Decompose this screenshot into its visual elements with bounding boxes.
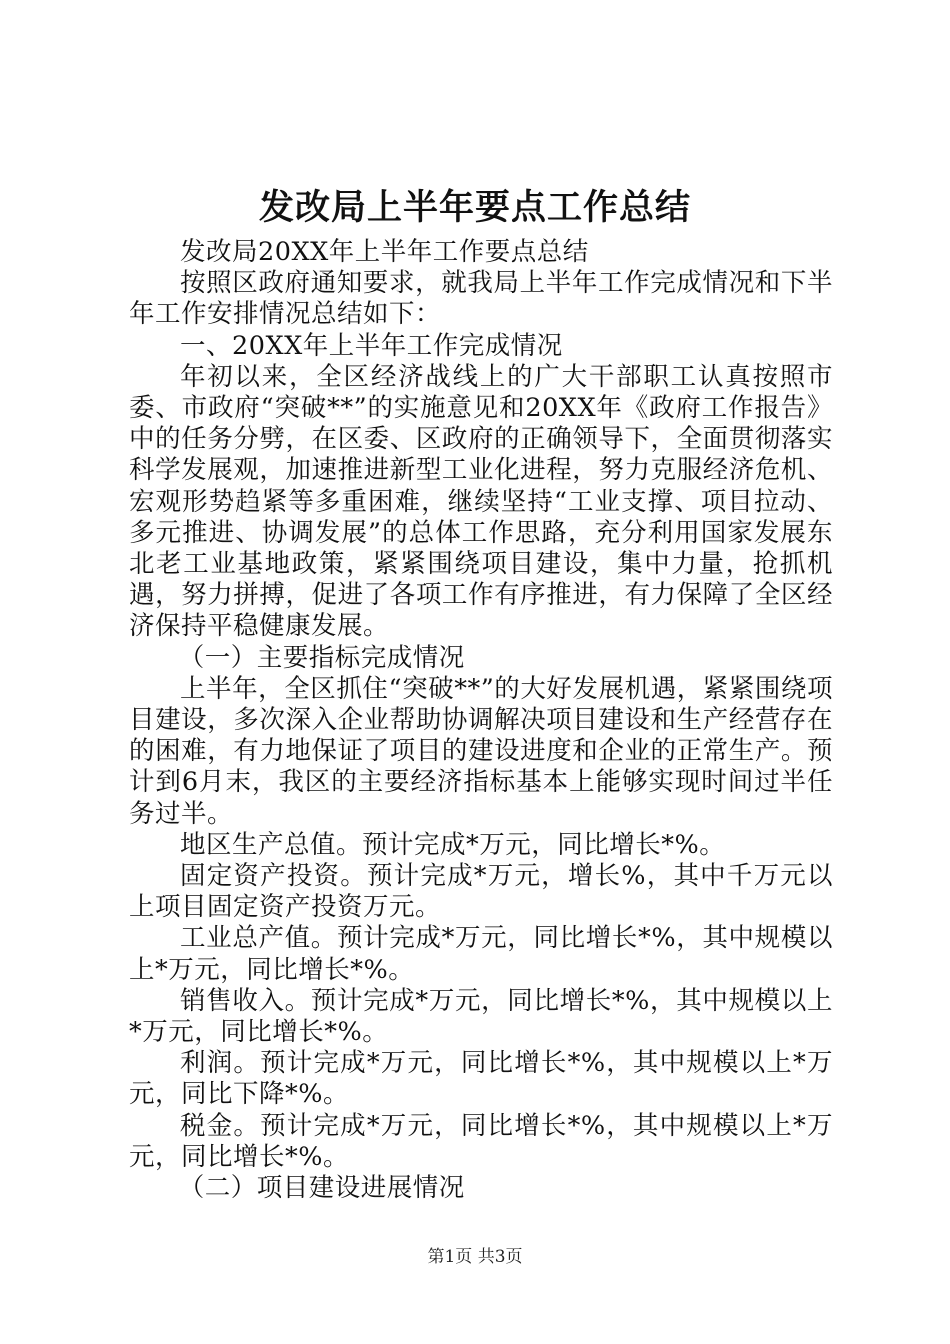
paragraph-subtitle: 发改局20XX年上半年工作要点总结: [180, 237, 589, 267]
paragraph-indicators: 上半年，全区抓住“突破**”的大好发展机遇，紧紧围绕项目建设，多次深入企业帮助协调解决项目建设和生产经营存在的困难，有力地保证了项目的建设进度和企业的正常生产。预计到6月末，我区的主要经济指标基本上能够实现时间过半任务过半。: [129, 673, 833, 829]
paragraph-intro: 按照区政府通知要求，就我局上半年工作完成情况和下半年工作安排情况总结如下：: [129, 268, 833, 330]
paragraph-fixed-investment: 固定资产投资。预计完成*万元，增长%，其中千万元以上项目固定资产投资万元。: [129, 861, 833, 923]
paragraph-sales-revenue: 销售收入。预计完成*万元，同比增长*%，其中规模以上*万元，同比增长*%。: [129, 985, 833, 1048]
section-heading-1: 一、20XX年上半年工作完成情况: [180, 330, 563, 361]
document-body: [129, 237, 833, 1204]
paragraph-overview: 年初以来，全区经济战线上的广大干部职工认真按照市委、市政府“突破**”的实施意见和20XX年《政府工作报告》中的任务分劈，在区委、区政府的正确领导下，全面贯彻落实科学发展观，加速推进新型工业化进程，努力克服经济危机、宏观形势趋紧等多重困难，继续坚持“工业支撑、项目拉动、多元推进、协调发展”的总体工作思路，充分利用国家发展东北老工业基地政策，紧紧围绕项目建设，集中力量，抢抓机遇，努力拼搏，促进了各项工作有序推进，有力保障了全区经济保持平稳健康发展。: [129, 361, 833, 642]
subsection-heading-2: （二）项目建设进展情况: [178, 1173, 465, 1204]
paragraph-industrial-output: 工业总产值。预计完成*万元，同比增长*%，其中规模以上*万元，同比增长*%。: [129, 923, 833, 985]
subsection-heading-1: （一）主要指标完成情况: [178, 642, 465, 673]
page-footer: 第1页 共3页: [427, 1247, 523, 1267]
paragraph-profit: 利润。预计完成*万元，同比增长*%，其中规模以上*万元，同比下降*%。: [129, 1048, 833, 1110]
paragraph-tax: 税金。预计完成*万元，同比增长*%，其中规模以上*万元，同比增长*%。: [129, 1110, 833, 1172]
document-title: 发改局上半年要点工作总结: [258, 187, 691, 228]
paragraph-gdp: 地区生产总值。预计完成*万元，同比增长*%。: [180, 829, 726, 860]
